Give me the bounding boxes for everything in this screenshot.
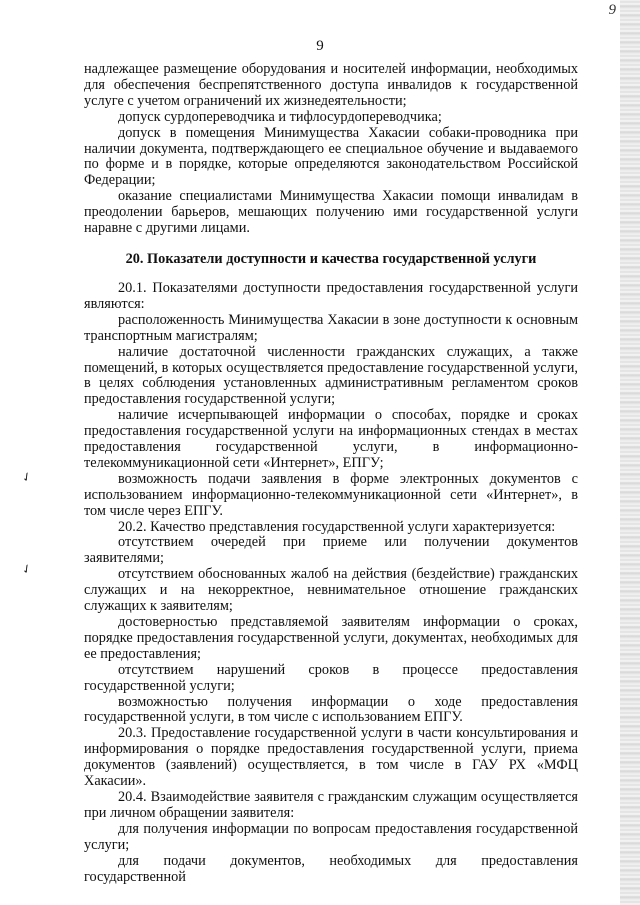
paragraph: наличие достаточной численности гражданских служащих, а также помещений, в которых осуществляется предоставление государственной услуги, в целях соблюдения установленных административным регламентом сроков предоставления государственной услуги;	[84, 343, 578, 408]
paragraph: возможностью получения информации о ходе предоставления государственной услуги, в том числе с использованием ЕПГУ.	[84, 693, 578, 726]
page-number: 9	[316, 38, 324, 54]
section-heading: 20. Показатели доступности и качества государственной услуги	[125, 250, 537, 267]
paragraph: для получения информации по вопросам предоставления государственной услуги;	[84, 820, 578, 853]
margin-tick-mark: ✓	[18, 468, 35, 486]
paragraph: возможность подачи заявления в форме электронных документов с использованием информационно-телекоммуникационной сети «Интернет», в том числе через ЕПГУ.	[84, 470, 578, 519]
paragraph: допуск сурдопереводчика и тифлосурдопереводчика;	[118, 108, 442, 125]
paragraph: 20.2. Качество представления государственной услуги характеризуется:	[118, 518, 556, 535]
paragraph: наличие исчерпывающей информации о способах, порядке и сроках предоставления государственной услуги на информационных стендах в местах предоставления государственной услуги, в информационно-телекоммуникационной сети «Интернет», ЕПГУ;	[84, 407, 578, 471]
paragraph: отсутствием обоснованных жалоб на действия (бездействие) гражданских служащих и на некорректное, невнимательное отношение гражданских служащих к заявителям;	[84, 566, 578, 615]
paragraph: допуск в помещения Минимущества Хакасии собаки-проводника при наличии документа, подтверждающего ее специальное обучение и выдаваемого по форме и в порядке, которые определяются законодательством Российской Федерации;	[84, 124, 578, 189]
paragraph: надлежащее размещение оборудования и носителей информации, необходимых для обеспечения беспрепятственного доступа инвалидов к государственной услуге с учетом ограничений их жизнедеятельности;	[84, 61, 578, 109]
document-body	[84, 62, 578, 885]
paragraph: оказание специалистами Минимущества Хакасии помощи инвалидам в преодолении барьеров, мешающих получению ими государственной услуги наравне с другими лицами.	[84, 188, 578, 237]
paragraph: 20.4. Взаимодействие заявителя с гражданским служащим осуществляется при личном обращении заявителя:	[84, 788, 578, 821]
paragraph: расположенность Минимущества Хакасии в зоне доступности к основным транспортным магистралям;	[84, 311, 578, 344]
handwritten-page-mark: 9	[608, 2, 616, 18]
paragraph: для подачи документов, необходимых для предоставления государственной	[84, 852, 578, 885]
paragraph: достоверностью представляемой заявителям информации о сроках, порядке предоставления государственной услуги, документах, необходимых для ее предоставления;	[84, 614, 578, 662]
scan-edge-shadow	[620, 0, 640, 905]
paragraph: 20.3. Предоставление государственной услуги в части консультирования и информирования о порядке предоставления государственной услуги, приема документов (заявлений) осуществляется, в том числе в ГАУ РХ «МФЦ Хакасии».	[84, 725, 578, 790]
paragraph: отсутствием очередей при приеме или получении документов заявителями;	[84, 534, 578, 567]
margin-tick-mark: ✓	[18, 560, 35, 578]
paragraph: отсутствием нарушений сроков в процессе предоставления государственной услуги;	[84, 661, 578, 694]
paragraph: 20.1. Показателями доступности предоставления государственной услуги являются:	[84, 279, 578, 312]
